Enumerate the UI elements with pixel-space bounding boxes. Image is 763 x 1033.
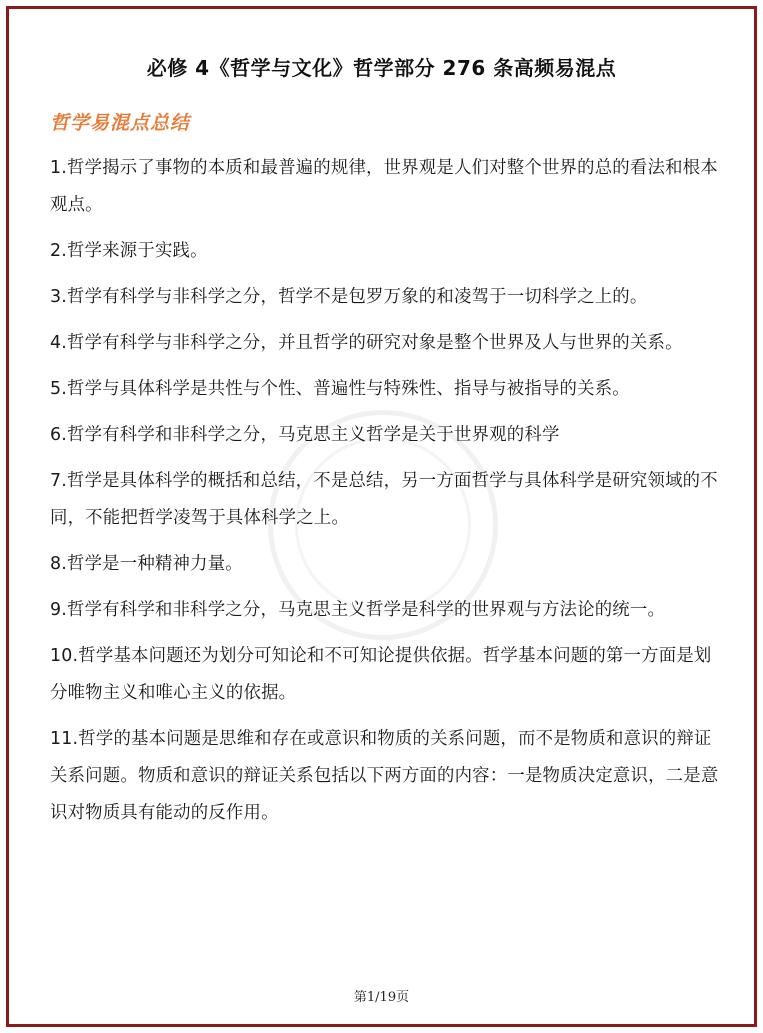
item-list [50,150,725,841]
list-item: 2.哲学来源于实践。 [50,241,208,261]
list-item: 1.哲学揭示了事物的本质和最普遍的规律，世界观是人们对整个世界的总的看法和根本观点。 [50,158,718,215]
list-item: 6.哲学有科学和非科学之分，马克思主义哲学是关于世界观的科学 [50,425,560,445]
list-item: 9.哲学有科学和非科学之分，马克思主义哲学是科学的世界观与方法论的统一。 [50,600,666,620]
page-number: 第1/19页 [353,990,410,1005]
list-item: 10.哲学基本问题还为划分可知论和不可知论提供依据。哲学基本问题的第一方面是划分唯物主义和唯心主义的依据。 [50,646,712,703]
list-item: 4.哲学有科学与非科学之分，并且哲学的研究对象是整个世界及人与世界的关系。 [50,333,683,353]
list-item: 11.哲学的基本问题是思维和存在或意识和物质的关系问题，而不是物质和意识的辩证关系问题。物质和意识的辩证关系包括以下两方面的内容：一是物质决定意识，二是意识对物质具有能动的反作用。 [50,729,719,823]
document-title: 必修 4《哲学与文化》哲学部分 276 条高频易混点 [146,56,617,80]
list-item: 5.哲学与具体科学是共性与个性、普遍性与特殊性、指导与被指导的关系。 [50,379,630,399]
list-item: 3.哲学有科学与非科学之分，哲学不是包罗万象的和凌驾于一切科学之上的。 [50,287,648,307]
list-item: 8.哲学是一种精神力量。 [50,554,243,574]
section-heading: 哲学易混点总结 [50,112,191,134]
list-item: 7.哲学是具体科学的概括和总结，不是总结，另一方面哲学与具体科学是研究领域的不同，不能把哲学凌驾于具体科学之上。 [50,471,718,528]
